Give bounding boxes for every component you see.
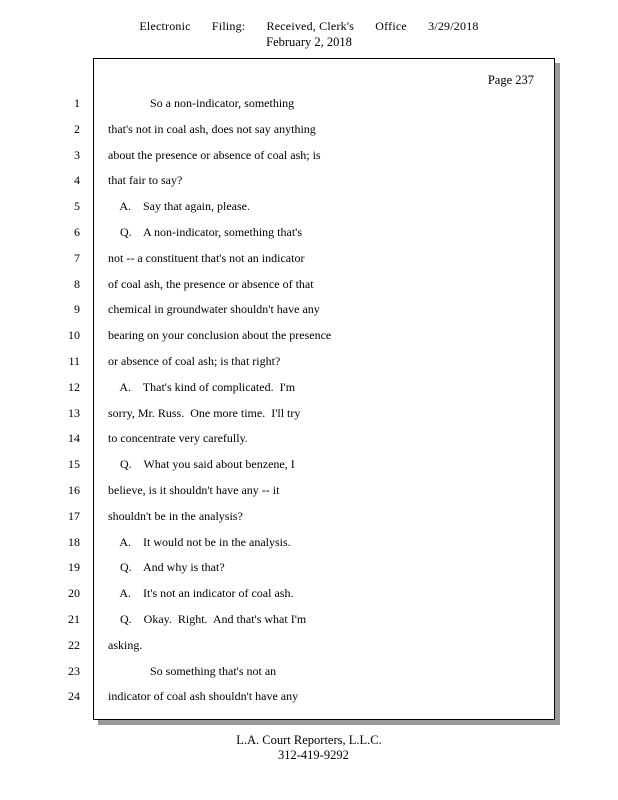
transcript-line (0, 328, 618, 348)
transcript-line (0, 173, 618, 193)
line-text: that fair to say? (108, 173, 183, 188)
transcript-line (0, 431, 618, 451)
line-number: 10 (68, 328, 80, 343)
transcript-line (0, 148, 618, 168)
reporter-phone: 312-419-9292 (278, 748, 349, 762)
filing-stamp (0, 19, 618, 34)
transcript-line (0, 380, 618, 400)
transcript-line (0, 664, 618, 684)
transcript-line (0, 535, 618, 555)
line-number: 3 (74, 147, 80, 162)
line-text: of coal ash, the presence or absence of that (108, 276, 314, 291)
line-number: 24 (68, 689, 80, 704)
line-number: 1 (74, 96, 80, 110)
line-number: 19 (68, 560, 80, 575)
transcript-line (0, 122, 618, 142)
line-text: bearing on your conclusion about the presence (108, 328, 332, 343)
transcript-line (0, 225, 618, 245)
line-text: that's not in coal ash, does not say anything (108, 121, 316, 136)
line-number: 6 (74, 225, 80, 239)
line-text: sorry, Mr. Russ. One more time. I'll try (108, 405, 301, 420)
line-text: Q. A non-indicator, something that's (108, 225, 302, 239)
line-number: 12 (68, 379, 80, 394)
transcript-line (0, 560, 618, 580)
transcript-line (0, 406, 618, 426)
transcript-line (0, 586, 618, 606)
line-number: 23 (68, 663, 80, 678)
stamp-part: Electronic (139, 19, 191, 33)
line-text: or absence of coal ash; is that right? (108, 354, 281, 368)
stamp-part: Office (375, 19, 407, 33)
line-number: 16 (68, 483, 80, 497)
line-text: indicator of coal ash shouldn't have any (108, 689, 299, 704)
transcript-line (0, 302, 618, 322)
transcript-date: February 2, 2018 (266, 35, 352, 49)
line-text: chemical in groundwater shouldn't have any (108, 302, 320, 317)
transcript-line (0, 277, 618, 297)
line-number: 5 (74, 199, 80, 214)
line-number: 14 (68, 431, 80, 446)
line-text: Q. And why is that? (108, 560, 225, 575)
transcript-line (0, 251, 618, 271)
transcript-line (0, 199, 618, 219)
line-text: So something that's not an (108, 663, 277, 678)
line-text: Q. Okay. Right. And that's what I'm (108, 612, 307, 626)
line-text: So a non-indicator, something (108, 96, 295, 110)
line-text: not -- a constituent that's not an indicator (108, 250, 305, 265)
line-text: about the presence or absence of coal ash; is (108, 147, 321, 162)
stamp-part: 3/29/2018 (428, 19, 479, 33)
line-text: Q. What you said about benzene, I (108, 457, 295, 472)
transcript-line (0, 483, 618, 503)
transcript-line (0, 509, 618, 529)
line-number: 4 (74, 173, 80, 188)
line-number: 7 (74, 250, 80, 265)
stamp-part: Filing: (211, 19, 246, 33)
line-number: 21 (68, 612, 80, 626)
transcript-line (0, 457, 618, 477)
transcript-line (0, 638, 618, 658)
line-text: to concentrate very carefully. (108, 431, 248, 446)
transcript-line (0, 689, 618, 709)
reporter-company: L.A. Court Reporters, L.L.C. (236, 733, 382, 747)
line-number: 9 (74, 302, 80, 317)
transcript-line (0, 612, 618, 632)
line-number: 20 (68, 586, 80, 601)
line-number: 22 (68, 637, 80, 652)
stamp-part: Received, Clerk's (266, 19, 355, 33)
transcript-line (0, 96, 618, 116)
line-text: believe, is it shouldn't have any -- it (108, 483, 280, 497)
line-number: 8 (74, 276, 80, 291)
line-number: 15 (68, 457, 80, 472)
line-text: shouldn't be in the analysis? (108, 508, 243, 523)
line-number: 11 (68, 354, 80, 368)
line-number: 18 (68, 534, 80, 549)
line-text: A. It's not an indicator of coal ash. (108, 586, 294, 601)
line-text: A. Say that again, please. (108, 199, 250, 214)
line-number: 13 (68, 405, 80, 420)
line-text: asking. (108, 637, 143, 652)
page-number: Page 237 (487, 73, 534, 87)
line-number: 17 (68, 508, 80, 523)
transcript-line (0, 354, 618, 374)
line-text: A. That's kind of complicated. I'm (108, 379, 296, 394)
line-text: A. It would not be in the analysis. (108, 534, 291, 549)
line-number: 2 (74, 121, 80, 136)
